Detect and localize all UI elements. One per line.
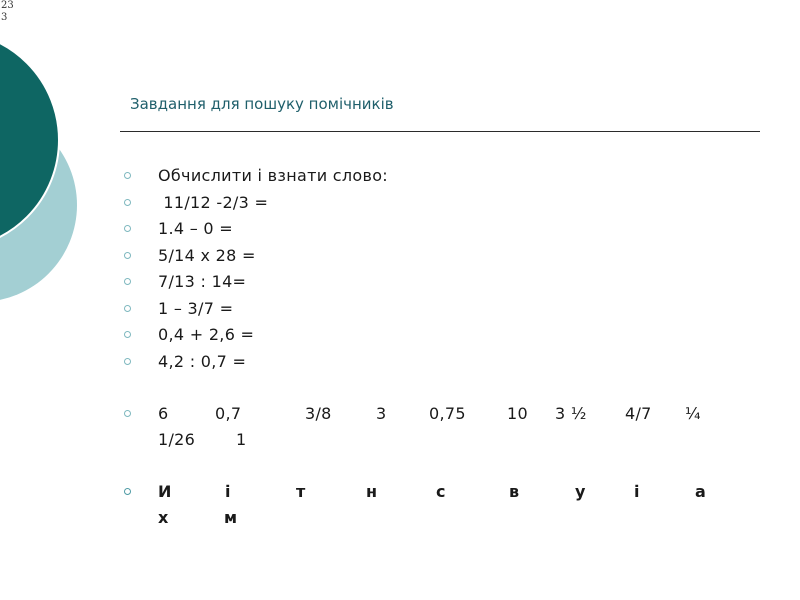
bullet-circle-icon <box>124 252 131 259</box>
letter-value: м <box>224 508 238 527</box>
bullet-circle-icon <box>124 488 131 495</box>
answer-value: 3 ½ <box>555 404 587 423</box>
letter-value: И <box>158 482 172 501</box>
decorative-circles <box>0 0 90 330</box>
slide-title: Завдання для пошуку помічників <box>130 95 394 113</box>
letter-value: і <box>634 482 640 501</box>
answer-value: 10 <box>507 404 528 423</box>
answer-value: 1/26 <box>158 430 196 449</box>
problem-text: 1.4 – 0 = <box>158 219 233 238</box>
problem-text: 1 – 3/7 = <box>158 298 234 318</box>
answer-value: 3 <box>376 404 387 423</box>
slide-number-line-2: 3 <box>1 12 8 23</box>
problem-item <box>120 216 740 243</box>
slide-number <box>1 0 13 24</box>
task-list <box>120 163 740 531</box>
bullet-circle-icon <box>124 305 131 312</box>
bullet-circle-icon <box>124 199 131 206</box>
bullet-circle-icon <box>124 278 131 285</box>
letter-value: в <box>509 482 520 501</box>
problem-item <box>120 322 740 349</box>
problem-text: 4,2 : 0,7 = <box>158 351 247 371</box>
problem-text: 11/12 -2/3 = <box>158 192 269 212</box>
letter-value: н <box>366 482 378 501</box>
answer-value: 4/7 <box>625 404 652 423</box>
bullet-circle-icon <box>124 358 131 365</box>
answer-value: 3/8 <box>305 404 332 423</box>
bullet-circle-icon <box>124 331 131 338</box>
problem-item <box>120 349 740 376</box>
answer-value: 0,75 <box>429 404 466 423</box>
letters-item <box>120 479 740 531</box>
letter-value: х <box>158 508 169 527</box>
letter-value: у <box>575 482 586 501</box>
answers-item <box>120 401 740 453</box>
answer-value: ¼ <box>685 404 701 423</box>
problem-item <box>120 190 740 217</box>
letter-value: і <box>225 482 231 501</box>
bullet-circle-icon <box>124 225 131 232</box>
slide-number-line-1: 23 <box>1 0 14 11</box>
problem-item <box>120 296 740 323</box>
bullet-circle-icon <box>124 410 131 417</box>
letter-value: а <box>695 482 707 501</box>
problem-item <box>120 243 740 270</box>
letter-value: с <box>436 482 446 501</box>
problem-text: 7/13 : 14= <box>158 272 247 291</box>
answer-value: 6 <box>158 404 169 423</box>
answer-value: 0,7 <box>215 404 242 423</box>
problem-text: 5/14 x 28 = <box>158 245 256 265</box>
letter-value: т <box>296 482 306 501</box>
answer-value: 1 <box>236 430 247 449</box>
problem-text: 0,4 + 2,6 = <box>158 325 255 344</box>
title-divider <box>120 131 760 132</box>
problem-item <box>120 269 740 296</box>
bullet-circle-icon <box>124 172 131 179</box>
instruction-item <box>120 163 740 190</box>
instruction-text: Обчислити і взнати слово: <box>158 166 388 185</box>
